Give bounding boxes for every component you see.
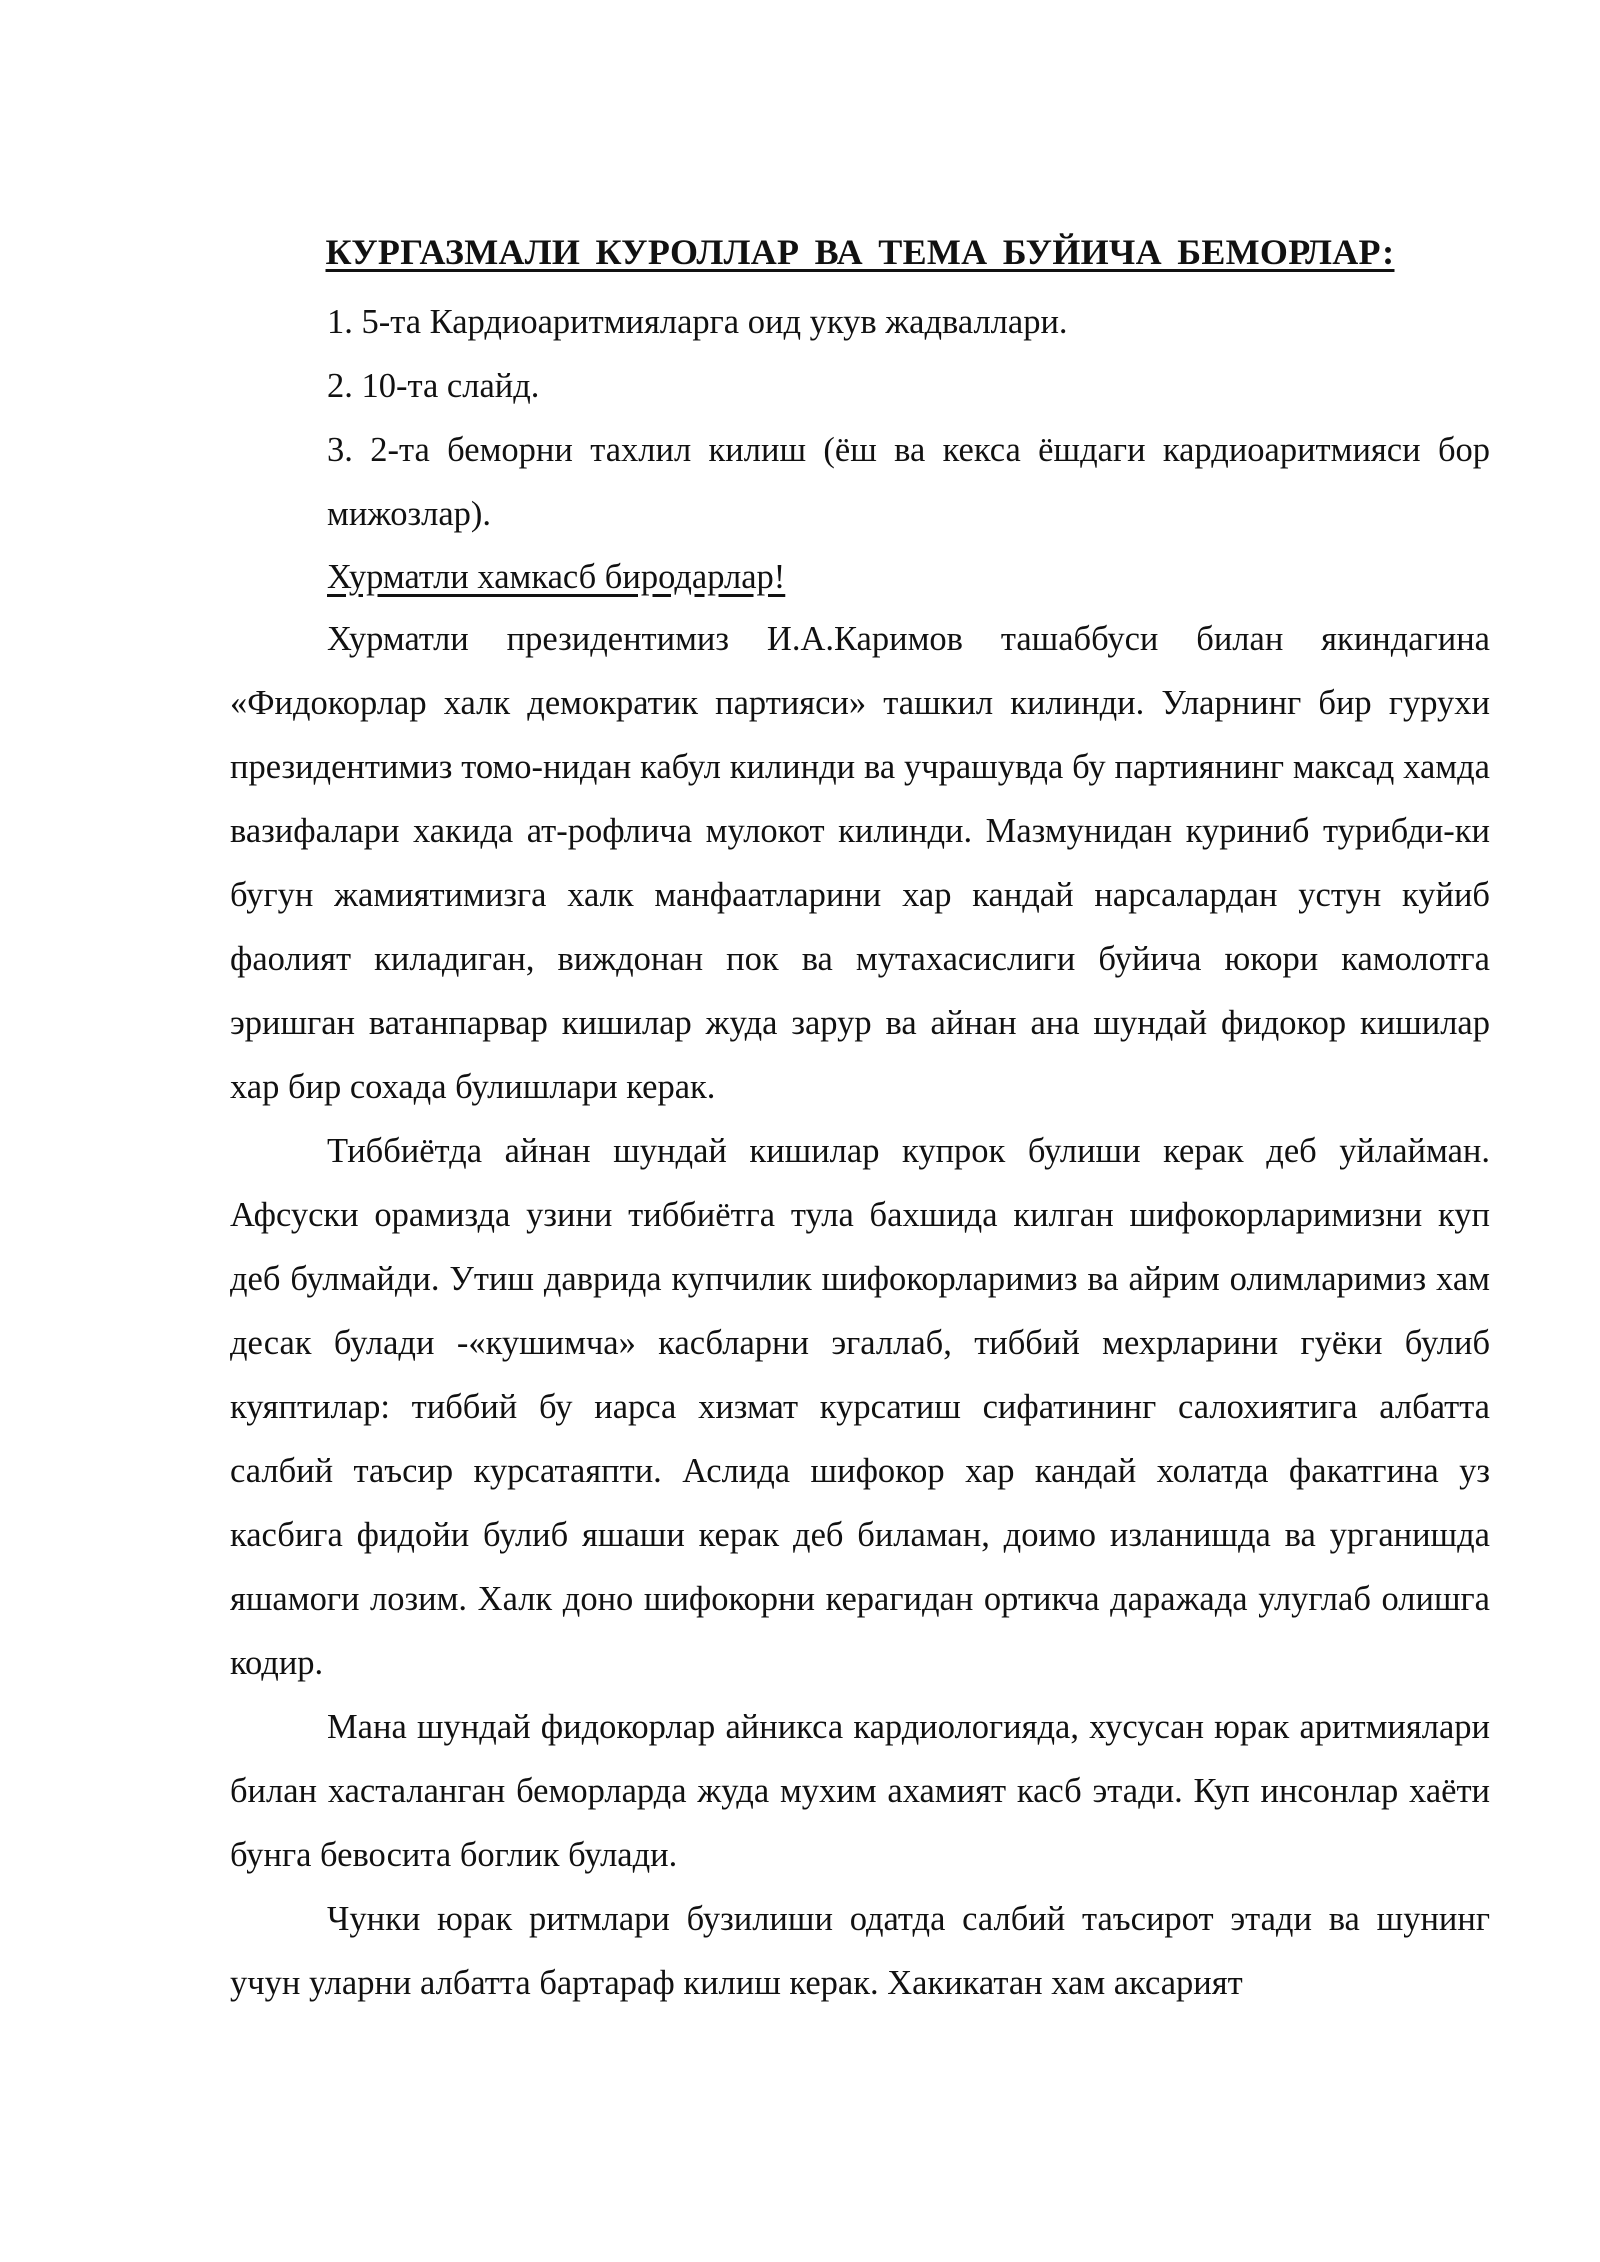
list-item: 2. 10-та слайд. — [327, 367, 540, 405]
list-item: 3. 2-та беморни тахлил килиш (ёш ва кекса ёшдаги кардиоаритмияси бор мижозлар). — [327, 431, 1490, 533]
document-body — [230, 607, 1490, 2015]
paragraph: Чунки юрак ритмлари бузилиши одатда салбий таъсирот этади ва шунинг учун уларни албатта бартараф килиш керак. Хакикатан хам аксарият — [230, 1900, 1490, 2002]
paragraph: Хурматли президентимиз И.А.Каримов ташаббуси билан якиндагина «Фидокорлар халк демократик партияси» ташкил килинди. Уларнинг бир гурухи президентимиз томо-нидан кабул килинди ва учрашувда бу партиянинг максад хамда вазифалари хакида ат-рофлича мулокот килинди. Мазмунидан куриниб турибди-ки бугун жамиятимизга халк манфаатларини хар кандай нарсалардан устун куйиб фаолият киладиган, виждонан пок ва мутахасислиги буйича юкори камолотга эришган ватанпарвар кишилар жуда зарур ва айнан ана шундай фидокор кишилар хар бир сохада булишлари керак. — [230, 620, 1490, 1106]
list-item: 1. 5-та Кардиоаритмияларга оид укув жадваллари. — [327, 303, 1068, 341]
greeting-line: Хурматли хамкасб биродарлар! — [327, 558, 786, 596]
paragraph: Тиббиётда айнан шундай кишилар купрок булиши керак деб уйлайман. Афсуски орамизда узини тиббиётга тула бахшида килган шифокорларимизни куп деб булмайди. Утиш даврида купчилик шифокорларимиз ва айрим олимларимиз хам десак булади -«кушимча» касбларни эгаллаб, тиббий мехрларини гуёки булиб куяптилар: тиббий бу иарса хизмат курсатиш сифатининг салохиятига албатта салбий таъсир курсатаяпти. Аслида шифокор хар кандай холатда факатгина уз касбига фидойи булиб яшаши керак деб биламан, доимо изланишда ва урганишда яшамоги лозим. Халк доно шифокорни керагидан ортикча даражада улуглаб олишга кодир. — [230, 1132, 1490, 1682]
materials-list-3 — [327, 418, 1490, 546]
paragraph: Мана шундай фидокорлар айникса кардиологияда, хусусан юрак аритмиялари билан хасталанган беморларда жуда мухим ахамият касб этади. Куп инсонлар хаёти бунга бевосита боглик булади. — [230, 1708, 1490, 1874]
materials-list-2 — [327, 354, 1490, 418]
document-heading: КУРГАЗМАЛИ КУРОЛЛАР ВА ТЕМА БУЙИЧА БЕМОРЛАР: — [325, 232, 1395, 272]
materials-list — [327, 290, 1490, 354]
